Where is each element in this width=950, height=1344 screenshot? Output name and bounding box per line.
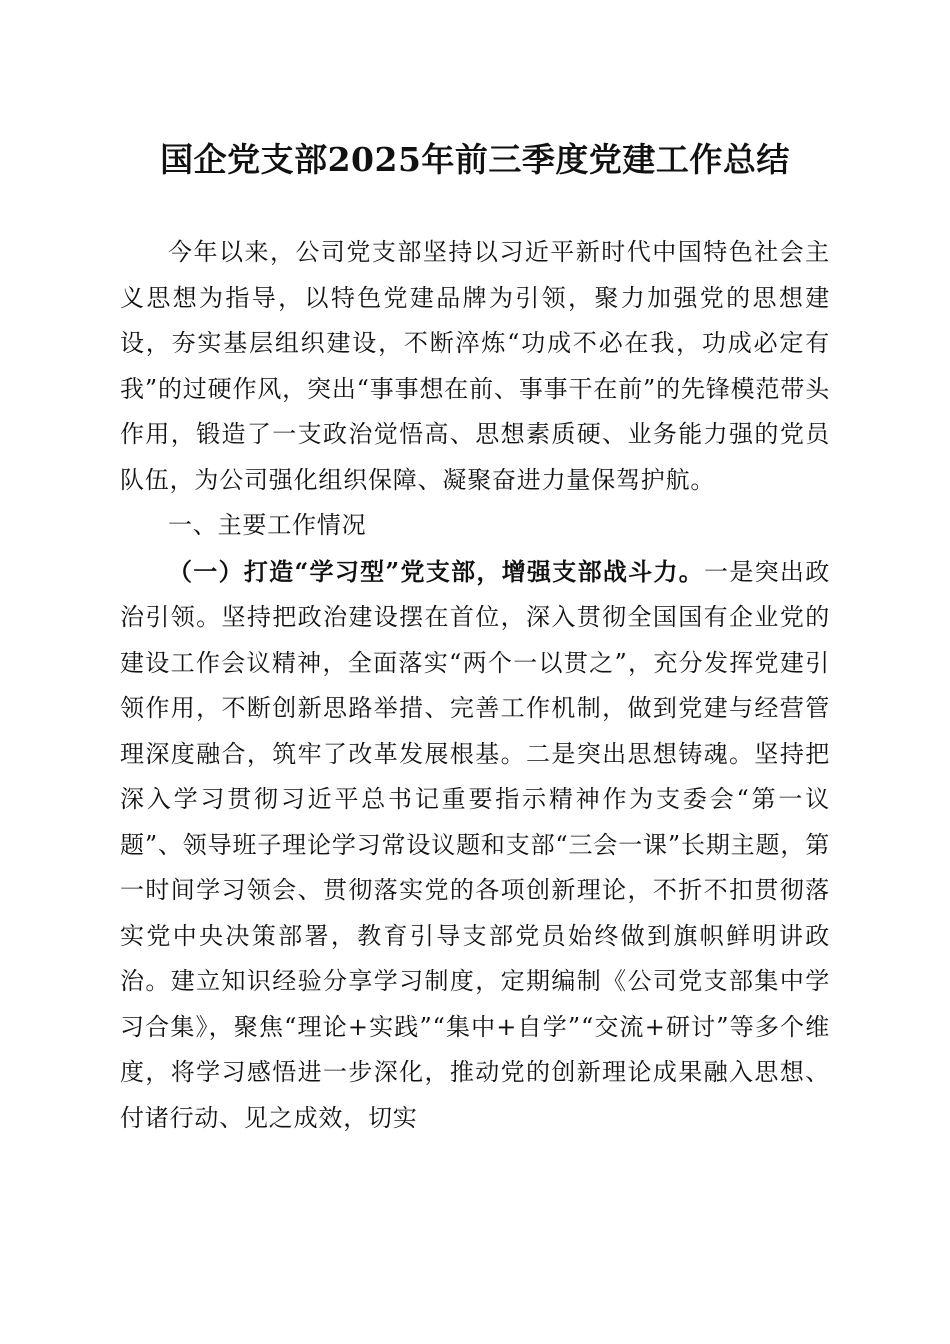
document-body <box>120 230 830 1141</box>
subsection-heading: （一）打造“学习型”党支部，增强支部战斗力。 <box>168 556 705 586</box>
intro-paragraph: 今年以来，公司党支部坚持以习近平新时代中国特色社会主义思想为指导，以特色党建品牌为引领，聚力加强党的思想建设，夯实基层组织建设，不断淬炼“功成不必在我，功成必定有我”的过硬作风，突出“事事想在前、事事干在前”的先锋模范带头作用，锻造了一支政治觉悟高、思想素质硬、业务能力强的党员队伍，为公司强化组织保障、凝聚奋进力量保驾护航。 <box>120 238 830 494</box>
section-heading-main-work: 一、主要工作情况 <box>168 511 367 539</box>
document-title: 国企党支部2025年前三季度党建工作总结 <box>160 140 790 179</box>
subsection-body: 一是突出政治引领。坚持把政治建设摆在首位，深入贯彻全国国有企业党的建设工作会议精神，全面落实“两个一以贯之”，充分发挥党建引领作用，不断创新思路举措、完善工作机制，做到党建与经营管理深度融合，筑牢了改革发展根基。二是突出思想铸魂。坚持把深入学习贯彻习近平总书记重要指示精神作为支委会“第一议题”、领导班子理论学习常设议题和支部“三会一课”长期主题，第一时间学习领会、贯彻落实党的各项创新理论，不折不扣贯彻落实党中央决策部署，教育引导支部党员始终做到旗帜鲜明讲政治。建立知识经验分享学习制度，定期编制《公司党支部集中学习合集》，聚焦“理论+实践”“集中+自学”“交流+研讨”等多个维度，将学习感悟进一步深化，推动党的创新理论成果融入思想、付诸行动、见之成效，切实 <box>120 557 830 1132</box>
subsection-paragraph <box>120 549 830 1142</box>
